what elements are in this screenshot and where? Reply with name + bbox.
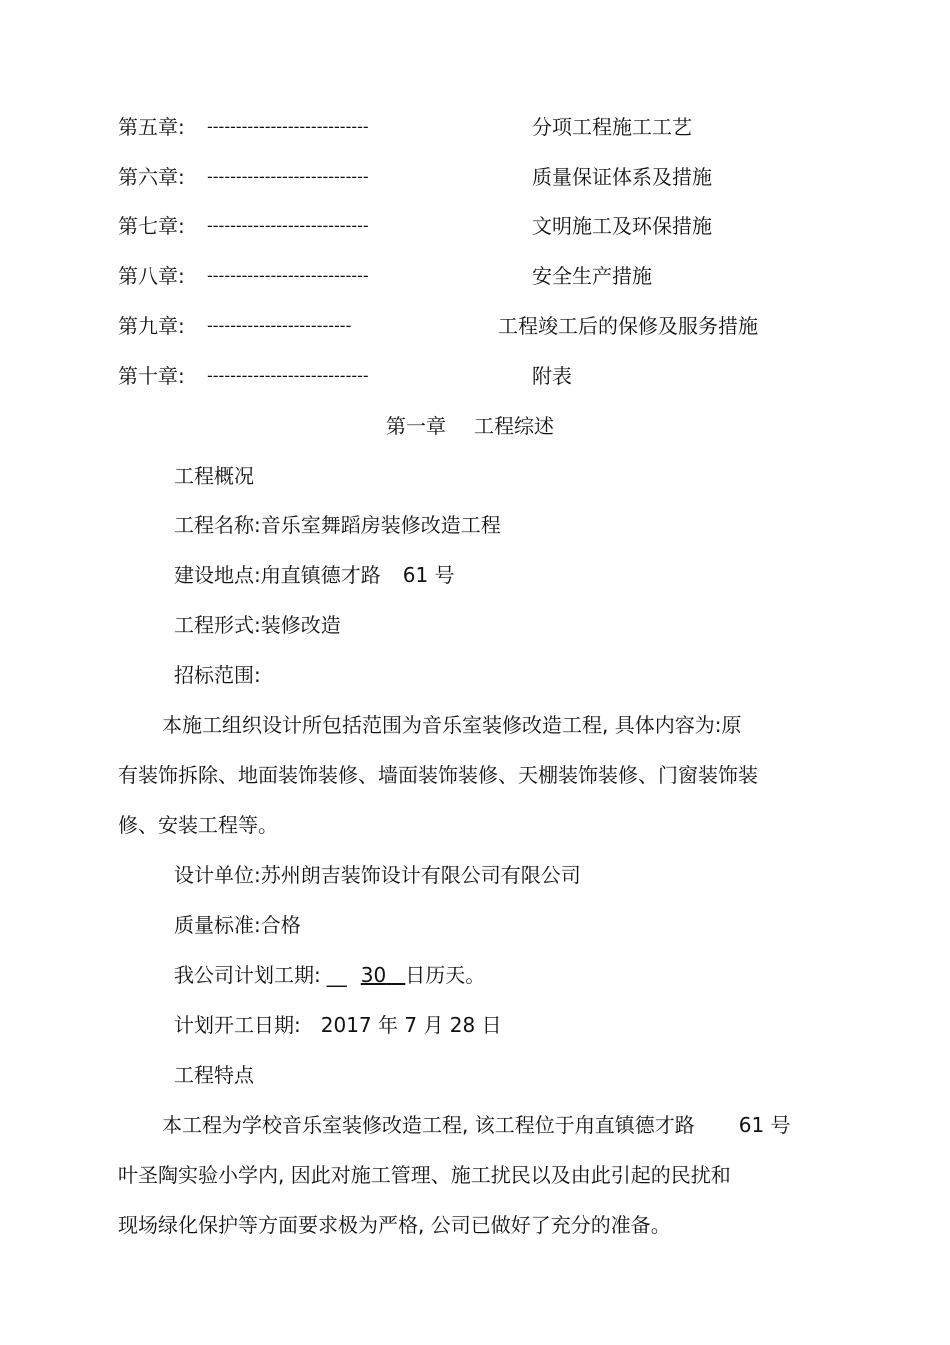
design-unit: 设计单位:苏州朗吉装饰设计有限公司有限公司 [174, 863, 581, 887]
project-form: 工程形式:装修改造 [174, 613, 341, 637]
toc-dashes: ------------------------- [207, 316, 352, 335]
features-paragraph-line-2: 叶圣陶实验小学内, 因此对施工管理、施工扰民以及由此引起的民扰和 [118, 1163, 731, 1187]
toc-dashes: ---------------------------- [207, 366, 369, 385]
chapter-number: 第一章 [386, 414, 446, 438]
location-prefix: 建设地点:甪直镇德才路 [174, 563, 381, 587]
toc-label: 第八章: [118, 264, 185, 288]
chapter-heading [386, 413, 554, 439]
scope-paragraph-line-1: 本施工组织设计所包括范围为音乐室装修改造工程, 具体内容为:原 [162, 713, 742, 737]
toc-dashes: ---------------------------- [207, 167, 369, 186]
location-number: 61 号 [402, 563, 455, 587]
address-number: 61 号 [738, 1113, 791, 1137]
start-date-value: 2017 年 7 月 28 日 [320, 1013, 502, 1037]
toc-label: 第九章: [118, 314, 185, 338]
period-blank: __ [326, 963, 347, 987]
start-date-label: 计划开工日期: [174, 1013, 301, 1037]
toc-label: 第七章: [118, 214, 185, 238]
scope-paragraph-line-2: 有装饰拆除、地面装饰装修、墙面装饰装修、天棚装饰装修、门窗装饰装 [118, 763, 758, 787]
toc-title: 安全生产措施 [532, 264, 652, 288]
toc-dashes: ---------------------------- [207, 117, 369, 136]
toc-label: 第十章: [118, 364, 185, 388]
planned-period [174, 962, 485, 988]
period-label: 我公司计划工期: [174, 963, 321, 987]
toc-title: 附表 [532, 364, 572, 388]
scope-label: 招标范围: [174, 663, 261, 687]
planned-start-date [174, 1012, 502, 1038]
features-heading: 工程特点 [174, 1063, 254, 1087]
period-value: 30 [360, 963, 387, 987]
toc-title: 文明施工及环保措施 [532, 214, 712, 238]
overview-heading: 工程概况 [174, 464, 254, 488]
toc-title: 工程竣工后的保修及服务措施 [498, 314, 758, 338]
quality-standard: 质量标准:合格 [174, 913, 301, 937]
project-location [174, 562, 455, 588]
toc-title: 质量保证体系及措施 [532, 165, 712, 189]
project-name: 工程名称:音乐室舞蹈房装修改造工程 [174, 513, 501, 537]
features-paragraph-line-3: 现场绿化保护等方面要求极为严格, 公司已做好了充分的准备。 [118, 1213, 671, 1237]
toc-dashes: ---------------------------- [207, 216, 369, 235]
scope-paragraph-line-3: 修、安装工程等。 [118, 813, 278, 837]
toc-dashes: ---------------------------- [207, 266, 369, 285]
chapter-title: 工程综述 [474, 414, 554, 438]
toc-title: 分项工程施工工艺 [532, 115, 692, 139]
toc-label: 第六章: [118, 165, 185, 189]
toc-label: 第五章: [118, 115, 185, 139]
features-paragraph-line-1: 本工程为学校音乐室装修改造工程, 该工程位于甪直镇德才路 61 号 [162, 1113, 791, 1137]
period-suffix: 日历天。 [405, 963, 486, 987]
